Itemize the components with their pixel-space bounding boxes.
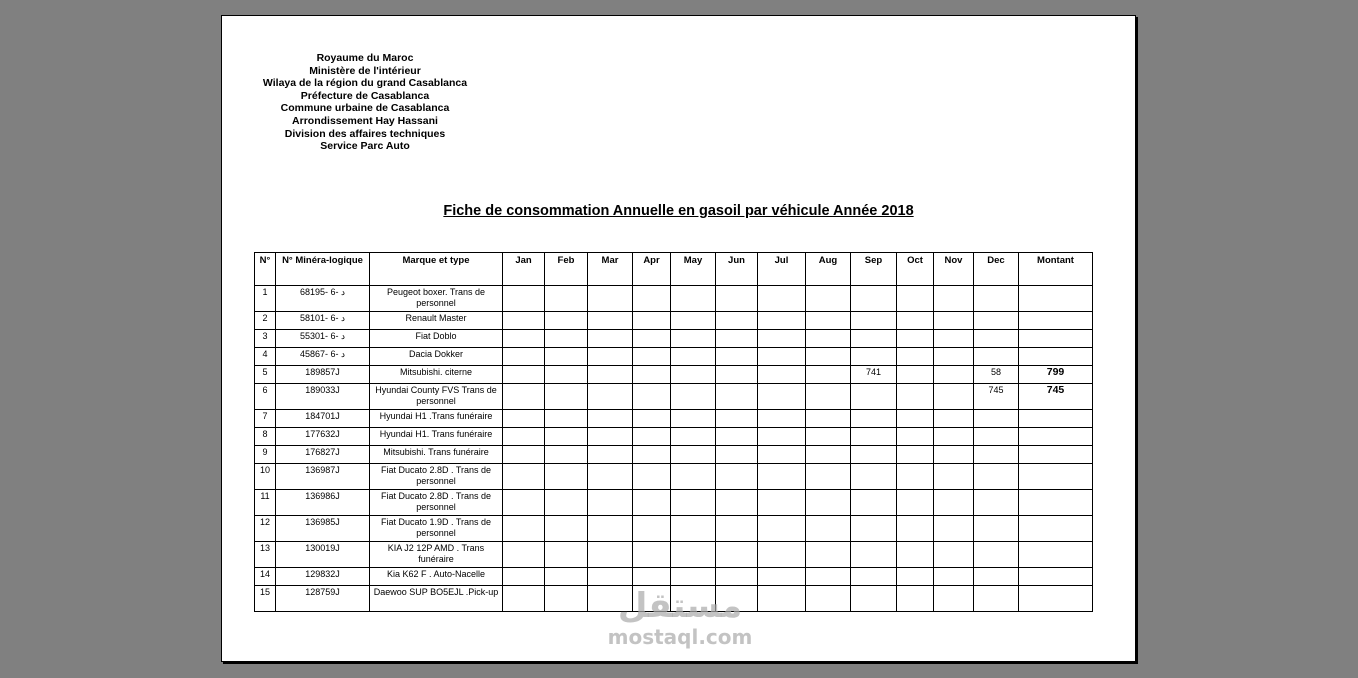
- month-cell: [716, 428, 758, 446]
- month-cell-sep: 741: [851, 366, 897, 384]
- month-cell: [758, 330, 806, 348]
- month-cell: [545, 348, 588, 366]
- month-cell-sep: [851, 410, 897, 428]
- month-cell: [716, 330, 758, 348]
- matricule-cell: 184701J: [276, 410, 370, 428]
- table-row: [255, 516, 1093, 542]
- montant-cell: [1019, 464, 1093, 490]
- montant-cell: [1019, 586, 1093, 612]
- matricule-cell: 55301- 6- د: [276, 330, 370, 348]
- column-header: Sep: [851, 253, 897, 286]
- column-header: Montant: [1019, 253, 1093, 286]
- month-cell: [934, 384, 974, 410]
- month-cell: [806, 410, 851, 428]
- table-row: [255, 312, 1093, 330]
- montant-cell: [1019, 490, 1093, 516]
- month-cell-dec: [974, 348, 1019, 366]
- month-cell: [671, 428, 716, 446]
- month-cell: [633, 568, 671, 586]
- matricule-cell: 129832J: [276, 568, 370, 586]
- month-cell: [806, 542, 851, 568]
- column-header: May: [671, 253, 716, 286]
- month-cell: [545, 384, 588, 410]
- month-cell: [503, 330, 545, 348]
- matricule-cell: 128759J: [276, 586, 370, 612]
- month-cell: [897, 330, 934, 348]
- month-cell: [716, 312, 758, 330]
- table-body: [255, 286, 1093, 612]
- row-number-cell: 13: [255, 542, 276, 568]
- month-cell: [716, 348, 758, 366]
- montant-cell: [1019, 348, 1093, 366]
- month-cell: [545, 586, 588, 612]
- month-cell: [897, 586, 934, 612]
- vehicle-type-cell: Dacia Dokker: [370, 348, 503, 366]
- month-cell: [545, 516, 588, 542]
- month-cell: [758, 384, 806, 410]
- month-cell: [545, 286, 588, 312]
- month-cell: [671, 490, 716, 516]
- row-number-cell: 3: [255, 330, 276, 348]
- month-cell: [716, 490, 758, 516]
- month-cell: [588, 542, 633, 568]
- month-cell-sep: [851, 330, 897, 348]
- month-cell: [758, 568, 806, 586]
- month-cell-sep: [851, 312, 897, 330]
- month-cell: [633, 464, 671, 490]
- month-cell: [897, 366, 934, 384]
- month-cell: [671, 286, 716, 312]
- vehicle-type-cell: Peugeot boxer. Trans de personnel: [370, 286, 503, 312]
- watermark-logo: مستقل: [617, 586, 743, 626]
- month-cell: [758, 542, 806, 568]
- month-cell: [806, 384, 851, 410]
- month-cell: [503, 428, 545, 446]
- month-cell-dec: [974, 568, 1019, 586]
- month-cell: [588, 286, 633, 312]
- column-header: Jun: [716, 253, 758, 286]
- month-cell: [633, 384, 671, 410]
- month-cell: [934, 286, 974, 312]
- month-cell: [671, 312, 716, 330]
- month-cell: [758, 410, 806, 428]
- month-cell-dec: [974, 330, 1019, 348]
- month-cell: [671, 464, 716, 490]
- month-cell: [588, 410, 633, 428]
- month-cell: [758, 286, 806, 312]
- month-cell-sep: [851, 384, 897, 410]
- row-number-cell: 4: [255, 348, 276, 366]
- month-cell: [545, 568, 588, 586]
- month-cell: [503, 516, 545, 542]
- month-cell-dec: [974, 542, 1019, 568]
- letterhead-line: Ministère de l'intérieur: [309, 64, 421, 77]
- month-cell: [897, 542, 934, 568]
- vehicle-type-cell: KIA J2 12P AMD . Trans funéraire: [370, 542, 503, 568]
- column-header: N° Minéra-logique: [276, 253, 370, 286]
- month-cell: [545, 330, 588, 348]
- month-cell-dec: 58: [974, 366, 1019, 384]
- montant-cell: 745: [1019, 384, 1093, 410]
- month-cell: [503, 312, 545, 330]
- letterhead-line: Wilaya de la région du grand Casablanca: [262, 77, 468, 90]
- vehicle-type-cell: Kia K62 F . Auto-Nacelle: [370, 568, 503, 586]
- month-cell: [588, 366, 633, 384]
- month-cell: [503, 366, 545, 384]
- month-cell: [934, 516, 974, 542]
- month-cell-sep: [851, 586, 897, 612]
- month-cell: [806, 516, 851, 542]
- month-cell: [671, 446, 716, 464]
- month-cell: [588, 348, 633, 366]
- month-cell: [588, 446, 633, 464]
- month-cell: [897, 464, 934, 490]
- month-cell-dec: [974, 490, 1019, 516]
- month-cell-sep: [851, 516, 897, 542]
- month-cell: [671, 410, 716, 428]
- month-cell: [633, 428, 671, 446]
- vehicle-type-cell: Fiat Ducato 2.8D . Trans de personnel: [370, 490, 503, 516]
- row-number-cell: 14: [255, 568, 276, 586]
- month-cell-dec: [974, 586, 1019, 612]
- month-cell: [588, 384, 633, 410]
- row-number-cell: 15: [255, 586, 276, 612]
- month-cell-sep: [851, 542, 897, 568]
- table-row: [255, 384, 1093, 410]
- column-header: Nov: [934, 253, 974, 286]
- row-number-cell: 6: [255, 384, 276, 410]
- month-cell: [758, 446, 806, 464]
- month-cell: [758, 516, 806, 542]
- month-cell: [806, 568, 851, 586]
- watermark: [595, 586, 765, 648]
- month-cell: [897, 286, 934, 312]
- month-cell: [545, 446, 588, 464]
- month-cell: [503, 490, 545, 516]
- month-cell: [588, 568, 633, 586]
- letterhead-line: Division des affaires techniques: [284, 127, 446, 140]
- month-cell: [633, 366, 671, 384]
- month-cell: [503, 542, 545, 568]
- montant-cell: [1019, 410, 1093, 428]
- vehicle-type-cell: Mitsubishi. Trans funéraire: [370, 446, 503, 464]
- month-cell: [588, 330, 633, 348]
- month-cell: [716, 542, 758, 568]
- month-cell: [503, 348, 545, 366]
- vehicle-type-cell: Fiat Ducato 2.8D . Trans de personnel: [370, 464, 503, 490]
- month-cell: [934, 366, 974, 384]
- month-cell: [633, 490, 671, 516]
- month-cell: [503, 586, 545, 612]
- column-header: Jan: [503, 253, 545, 286]
- month-cell-dec: [974, 446, 1019, 464]
- row-number-cell: 9: [255, 446, 276, 464]
- month-cell: [806, 348, 851, 366]
- row-number-cell: 8: [255, 428, 276, 446]
- month-cell: [503, 568, 545, 586]
- month-cell: [503, 410, 545, 428]
- month-cell: [633, 410, 671, 428]
- month-cell: [545, 490, 588, 516]
- month-cell: [897, 312, 934, 330]
- montant-cell: [1019, 446, 1093, 464]
- month-cell: [934, 464, 974, 490]
- table-row: [255, 446, 1093, 464]
- month-cell-dec: [974, 286, 1019, 312]
- document-page: [221, 15, 1136, 662]
- month-cell-sep: [851, 490, 897, 516]
- letterhead: [254, 52, 476, 153]
- month-cell: [934, 410, 974, 428]
- month-cell-sep: [851, 568, 897, 586]
- matricule-cell: 130019J: [276, 542, 370, 568]
- row-number-cell: 7: [255, 410, 276, 428]
- month-cell: [671, 366, 716, 384]
- month-cell: [671, 330, 716, 348]
- month-cell: [503, 384, 545, 410]
- matricule-cell: 176827J: [276, 446, 370, 464]
- month-cell: [806, 490, 851, 516]
- vehicle-type-cell: Daewoo SUP BO5EJL .Pick-up: [370, 586, 503, 612]
- month-cell: [897, 384, 934, 410]
- table-row: [255, 330, 1093, 348]
- montant-cell: 799: [1019, 366, 1093, 384]
- month-cell: [671, 568, 716, 586]
- month-cell: [934, 568, 974, 586]
- letterhead-line: Préfecture de Casablanca: [300, 89, 430, 102]
- letterhead-line: Royaume du Maroc: [316, 52, 414, 64]
- column-header: Dec: [974, 253, 1019, 286]
- document-title: Fiche de consommation Annuelle en gasoil par véhicule Année 2018: [443, 203, 914, 219]
- row-number-cell: 2: [255, 312, 276, 330]
- month-cell: [897, 568, 934, 586]
- month-cell: [671, 384, 716, 410]
- month-cell: [633, 286, 671, 312]
- month-cell: [934, 586, 974, 612]
- month-cell: [934, 542, 974, 568]
- letterhead-line: Arrondissement Hay Hassani: [292, 114, 438, 127]
- column-header: Aug: [806, 253, 851, 286]
- row-number-cell: 10: [255, 464, 276, 490]
- matricule-cell: 177632J: [276, 428, 370, 446]
- matricule-cell: 189033J: [276, 384, 370, 410]
- month-cell: [588, 312, 633, 330]
- month-cell: [716, 286, 758, 312]
- month-cell: [758, 490, 806, 516]
- month-cell-dec: [974, 312, 1019, 330]
- column-header: Marque et type: [370, 253, 503, 286]
- month-cell-sep: [851, 446, 897, 464]
- month-cell: [934, 428, 974, 446]
- montant-cell: [1019, 428, 1093, 446]
- matricule-cell: 136986J: [276, 490, 370, 516]
- month-cell: [806, 330, 851, 348]
- month-cell: [897, 348, 934, 366]
- table-row: [255, 464, 1093, 490]
- vehicle-type-cell: Hyundai H1. Trans funéraire: [370, 428, 503, 446]
- row-number-cell: 5: [255, 366, 276, 384]
- vehicle-type-cell: Hyundai H1 .Trans funéraire: [370, 410, 503, 428]
- column-header: Feb: [545, 253, 588, 286]
- vehicle-type-cell: Fiat Ducato 1.9D . Trans de personnel: [370, 516, 503, 542]
- letterhead-line: Commune urbaine de Casablanca: [280, 102, 450, 115]
- matricule-cell: 68195- 6- د: [276, 286, 370, 312]
- month-cell: [897, 490, 934, 516]
- matricule-cell: 136987J: [276, 464, 370, 490]
- vehicle-type-cell: Hyundai County FVS Trans de personnel: [370, 384, 503, 410]
- vehicle-type-cell: Renault Master: [370, 312, 503, 330]
- month-cell: [934, 490, 974, 516]
- month-cell: [716, 464, 758, 490]
- montant-cell: [1019, 568, 1093, 586]
- month-cell-dec: [974, 428, 1019, 446]
- month-cell: [934, 312, 974, 330]
- month-cell: [897, 446, 934, 464]
- month-cell: [806, 446, 851, 464]
- month-cell: [545, 428, 588, 446]
- montant-cell: [1019, 330, 1093, 348]
- month-cell: [503, 286, 545, 312]
- table-row: [255, 542, 1093, 568]
- month-cell: [758, 428, 806, 446]
- month-cell: [545, 542, 588, 568]
- month-cell: [716, 516, 758, 542]
- month-cell: [897, 410, 934, 428]
- month-cell: [503, 446, 545, 464]
- row-number-cell: 1: [255, 286, 276, 312]
- month-cell: [806, 464, 851, 490]
- matricule-cell: 136985J: [276, 516, 370, 542]
- month-cell: [934, 446, 974, 464]
- table-header-row: [255, 253, 1093, 286]
- month-cell: [897, 428, 934, 446]
- month-cell: [934, 348, 974, 366]
- month-cell-dec: 745: [974, 384, 1019, 410]
- month-cell: [758, 348, 806, 366]
- month-cell: [806, 586, 851, 612]
- month-cell: [806, 366, 851, 384]
- table-row: [255, 286, 1093, 312]
- month-cell: [633, 330, 671, 348]
- table-row: [255, 428, 1093, 446]
- month-cell: [716, 384, 758, 410]
- month-cell: [545, 312, 588, 330]
- table-row: [255, 348, 1093, 366]
- letterhead-line: Service Parc Auto: [320, 140, 410, 153]
- watermark-url: mostaql.com: [607, 625, 753, 649]
- month-cell: [758, 366, 806, 384]
- month-cell: [588, 516, 633, 542]
- month-cell: [545, 410, 588, 428]
- montant-cell: [1019, 516, 1093, 542]
- month-cell: [633, 516, 671, 542]
- column-header: Apr: [633, 253, 671, 286]
- vehicle-type-cell: Mitsubishi. citerne: [370, 366, 503, 384]
- month-cell: [671, 516, 716, 542]
- month-cell-dec: [974, 516, 1019, 542]
- month-cell: [545, 464, 588, 490]
- month-cell: [897, 516, 934, 542]
- month-cell: [633, 312, 671, 330]
- month-cell-dec: [974, 410, 1019, 428]
- vehicle-type-cell: Fiat Doblo: [370, 330, 503, 348]
- month-cell: [806, 286, 851, 312]
- column-header: Jul: [758, 253, 806, 286]
- montant-cell: [1019, 542, 1093, 568]
- month-cell: [588, 490, 633, 516]
- table-row: [255, 410, 1093, 428]
- month-cell-sep: [851, 348, 897, 366]
- column-header: N°: [255, 253, 276, 286]
- column-header: Mar: [588, 253, 633, 286]
- month-cell: [588, 428, 633, 446]
- month-cell: [633, 446, 671, 464]
- montant-cell: [1019, 312, 1093, 330]
- month-cell: [671, 542, 716, 568]
- month-cell-sep: [851, 428, 897, 446]
- table-row: [255, 490, 1093, 516]
- row-number-cell: 11: [255, 490, 276, 516]
- column-header: Oct: [897, 253, 934, 286]
- month-cell: [633, 348, 671, 366]
- month-cell: [588, 464, 633, 490]
- row-number-cell: 12: [255, 516, 276, 542]
- month-cell: [716, 446, 758, 464]
- table-row: [255, 366, 1093, 384]
- montant-cell: [1019, 286, 1093, 312]
- month-cell: [934, 330, 974, 348]
- consumption-table: [254, 252, 1093, 612]
- month-cell: [716, 366, 758, 384]
- matricule-cell: 45867- 6- د: [276, 348, 370, 366]
- matricule-cell: 189857J: [276, 366, 370, 384]
- month-cell: [633, 542, 671, 568]
- month-cell: [758, 464, 806, 490]
- month-cell-dec: [974, 464, 1019, 490]
- month-cell: [671, 348, 716, 366]
- table-row: [255, 568, 1093, 586]
- month-cell: [806, 428, 851, 446]
- month-cell: [716, 568, 758, 586]
- month-cell: [503, 464, 545, 490]
- month-cell: [758, 312, 806, 330]
- month-cell-sep: [851, 464, 897, 490]
- month-cell: [545, 366, 588, 384]
- month-cell-sep: [851, 286, 897, 312]
- month-cell: [806, 312, 851, 330]
- month-cell: [716, 410, 758, 428]
- matricule-cell: 58101- 6- د: [276, 312, 370, 330]
